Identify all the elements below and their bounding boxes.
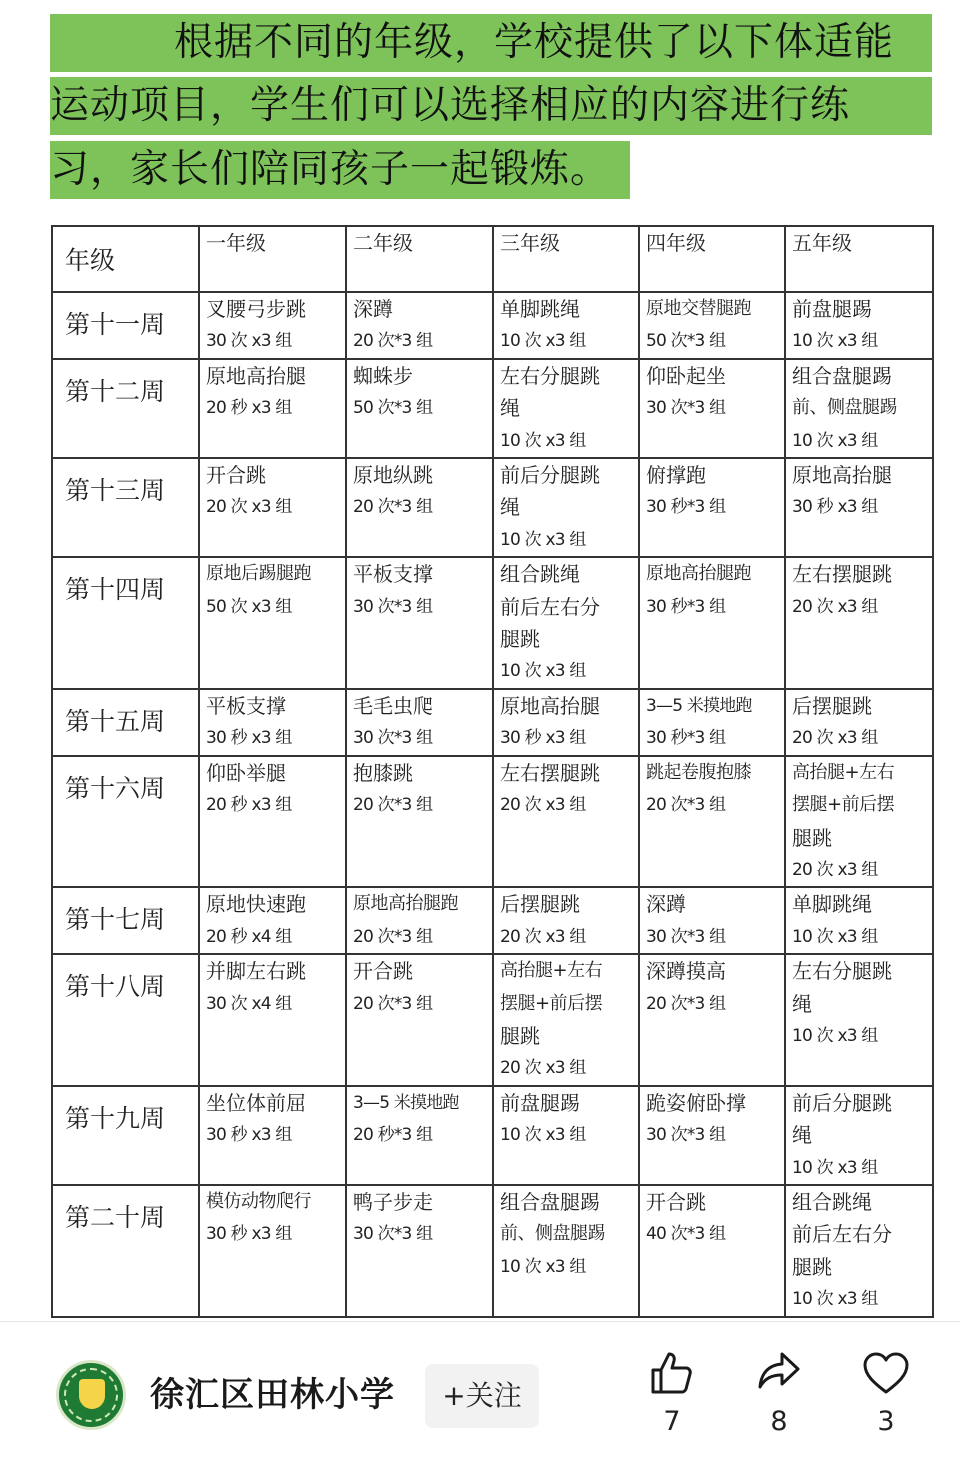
exercise-line: 并脚左右跳 bbox=[206, 959, 306, 984]
exercise-line: 30 次*3 组 bbox=[646, 398, 726, 419]
exercise-line: 前盘腿踢 bbox=[500, 1090, 580, 1115]
exercise-line: 10 次 x3 组 bbox=[500, 1256, 586, 1277]
exercise-cell bbox=[493, 756, 639, 888]
exercise-line: 30 次*3 组 bbox=[353, 1224, 433, 1245]
exercise-cell bbox=[639, 1185, 785, 1317]
table-row bbox=[52, 557, 933, 689]
exercise-cell bbox=[199, 557, 346, 689]
exercise-cell bbox=[785, 557, 933, 689]
exercise-cell bbox=[346, 1185, 493, 1317]
exercise-line: 深蹲 bbox=[353, 297, 393, 321]
exercise-line: 30 秒*3 组 bbox=[646, 728, 726, 749]
heart-icon bbox=[861, 1348, 911, 1398]
exercise-line: 左右分腿跳 bbox=[500, 363, 600, 388]
exercise-line: 30 次*3 组 bbox=[646, 1125, 726, 1146]
exercise-line: 高抬腿+左右 bbox=[500, 960, 603, 982]
exercise-cell bbox=[493, 359, 639, 458]
exercise-line: 20 秒*3 组 bbox=[353, 1125, 433, 1146]
intro-line-2: 运动项目，学生们可以选择相应的内容进行练 bbox=[50, 77, 932, 135]
exercise-line: 3—5 米摸地跑 bbox=[353, 1092, 459, 1113]
exercise-cell bbox=[199, 887, 346, 954]
exercise-cell bbox=[639, 359, 785, 458]
exercise-line: 坐位体前屈 bbox=[206, 1090, 306, 1115]
exercise-line: 20 次*3 组 bbox=[353, 993, 433, 1014]
exercise-cell bbox=[785, 458, 933, 557]
table-row bbox=[52, 359, 933, 458]
exercise-line: 原地高抬腿 bbox=[206, 363, 306, 388]
exercise-line: 单脚跳绳 bbox=[500, 297, 580, 321]
exercise-cell bbox=[639, 292, 785, 359]
exercise-line: 50 次*3 组 bbox=[353, 398, 433, 419]
exercise-line: 绳 bbox=[500, 495, 520, 520]
exercise-line: 30 次 x3 组 bbox=[206, 331, 292, 352]
follow-button[interactable]: +关注 bbox=[425, 1364, 539, 1428]
table-row bbox=[52, 689, 933, 756]
exercise-cell bbox=[493, 887, 639, 954]
exercise-line: 左右摆腿跳 bbox=[500, 760, 600, 785]
exercise-line: 蜘蛛步 bbox=[353, 363, 413, 388]
exercise-line: 30 秒 x3 组 bbox=[500, 728, 586, 749]
exercise-line: 组合跳绳 bbox=[792, 1189, 872, 1214]
exercise-line: 原地后踢腿跑 bbox=[206, 563, 311, 585]
table-row bbox=[52, 887, 933, 954]
exercise-line: 30 次 x4 组 bbox=[206, 993, 292, 1014]
exercise-line: 摆腿+前后摆 bbox=[792, 794, 895, 816]
exercise-line: 后摆腿跳 bbox=[792, 693, 872, 718]
exercise-cell bbox=[493, 458, 639, 557]
exercise-cell bbox=[199, 1185, 346, 1317]
exercise-cell bbox=[639, 689, 785, 756]
exercise-line: 10 次 x3 组 bbox=[792, 331, 878, 352]
exercise-line: 20 秒 x3 组 bbox=[206, 398, 292, 419]
exercise-cell bbox=[493, 689, 639, 756]
grade-header: 五年级 bbox=[785, 226, 933, 292]
exercise-line: 组合跳绳 bbox=[500, 562, 580, 587]
exercise-cell bbox=[346, 954, 493, 1086]
exercise-line: 原地交替腿跑 bbox=[646, 298, 751, 319]
exercise-line: 前后分腿跳 bbox=[792, 1090, 892, 1115]
table-row bbox=[52, 954, 933, 1086]
exercise-line: 50 次 x3 组 bbox=[206, 596, 292, 617]
corner-cell: 年级 bbox=[52, 226, 199, 292]
exercise-line: 20 次*3 组 bbox=[353, 497, 433, 518]
exercise-line: 原地纵跳 bbox=[353, 463, 433, 488]
school-emblem-icon bbox=[79, 1379, 105, 1409]
grade-header: 三年级 bbox=[493, 226, 639, 292]
exercise-line: 前、侧盘腿踢 bbox=[792, 397, 897, 419]
exercise-cell bbox=[493, 557, 639, 689]
exercise-line: 20 次 x3 组 bbox=[792, 596, 878, 617]
exercise-line: 腿跳 bbox=[792, 825, 832, 850]
exercise-line: 开合跳 bbox=[206, 463, 266, 488]
exercise-line: 20 次 x3 组 bbox=[206, 497, 292, 518]
exercise-line: 30 秒 x3 组 bbox=[206, 728, 292, 749]
exercise-cell bbox=[346, 359, 493, 458]
exercise-line: 30 次*3 组 bbox=[353, 596, 433, 617]
account-name[interactable]: 徐汇区田林小学 bbox=[150, 1375, 395, 1415]
exercise-cell bbox=[785, 756, 933, 888]
exercise-line: 10 次 x3 组 bbox=[500, 331, 586, 352]
exercise-line: 20 次 x3 组 bbox=[792, 859, 878, 880]
exercise-cell bbox=[199, 292, 346, 359]
exercise-line: 20 次*3 组 bbox=[646, 795, 726, 816]
exercise-line: 20 秒 x3 组 bbox=[206, 795, 292, 816]
exercise-line: 平板支撑 bbox=[206, 693, 286, 718]
exercise-line: 组合盘腿踢 bbox=[500, 1189, 600, 1214]
week-label: 第十三周 bbox=[52, 458, 199, 557]
exercise-line: 10 次 x3 组 bbox=[792, 926, 878, 947]
exercise-cell bbox=[493, 954, 639, 1086]
like-button[interactable] bbox=[642, 1348, 702, 1440]
week-label: 第十二周 bbox=[52, 359, 199, 458]
exercise-line: 10 次 x3 组 bbox=[792, 1289, 878, 1310]
exercise-line: 腿跳 bbox=[792, 1254, 832, 1279]
exercise-line: 前盘腿踢 bbox=[792, 297, 872, 321]
exercise-line: 左右摆腿跳 bbox=[792, 562, 892, 587]
exercise-line: 20 次*3 组 bbox=[353, 331, 433, 352]
exercise-line: 10 次 x3 组 bbox=[500, 661, 586, 682]
week-label: 第十四周 bbox=[52, 557, 199, 689]
favorite-count: 3 bbox=[877, 1406, 895, 1437]
exercise-cell bbox=[639, 756, 785, 888]
exercise-line: 高抬腿+左右 bbox=[792, 761, 895, 783]
exercise-line: 20 次 x3 组 bbox=[500, 1058, 586, 1079]
exercise-line: 俯撑跑 bbox=[646, 463, 706, 488]
grade-header: 二年级 bbox=[346, 226, 493, 292]
table-row bbox=[52, 1185, 933, 1317]
week-label: 第十九周 bbox=[52, 1086, 199, 1185]
exercise-cell bbox=[346, 689, 493, 756]
exercise-cell bbox=[199, 458, 346, 557]
table-row bbox=[52, 756, 933, 888]
table-header-row bbox=[52, 226, 933, 292]
exercise-line: 深蹲 bbox=[646, 892, 686, 917]
exercise-line: 原地高抬腿 bbox=[500, 693, 600, 718]
share-count: 8 bbox=[770, 1406, 788, 1437]
exercise-line: 前后左右分 bbox=[500, 594, 600, 619]
table-row bbox=[52, 458, 933, 557]
exercise-line: 绳 bbox=[792, 1123, 812, 1148]
exercise-line: 20 次 x3 组 bbox=[792, 728, 878, 749]
footer-bar bbox=[0, 1322, 960, 1460]
exercise-cell bbox=[199, 1086, 346, 1185]
exercise-line: 左右分腿跳 bbox=[792, 959, 892, 984]
exercise-cell bbox=[346, 458, 493, 557]
exercise-line: 10 次 x3 组 bbox=[500, 1125, 586, 1146]
exercise-line: 30 秒*3 组 bbox=[646, 596, 726, 617]
exercise-line: 毛毛虫爬 bbox=[353, 693, 433, 718]
week-label: 第十八周 bbox=[52, 954, 199, 1086]
week-label: 第十七周 bbox=[52, 887, 199, 954]
exercise-line: 抱膝跳 bbox=[353, 760, 413, 785]
exercise-line: 30 秒 x3 组 bbox=[206, 1125, 292, 1146]
exercise-line: 跪姿俯卧撑 bbox=[646, 1090, 746, 1115]
share-button[interactable] bbox=[749, 1348, 809, 1440]
exercise-cell bbox=[346, 1086, 493, 1185]
exercise-line: 30 次*3 组 bbox=[646, 926, 726, 947]
exercise-line: 单脚跳绳 bbox=[792, 892, 872, 917]
exercise-line: 10 次 x3 组 bbox=[792, 1025, 878, 1046]
exercise-cell bbox=[346, 292, 493, 359]
grade-header: 四年级 bbox=[639, 226, 785, 292]
exercise-line: 深蹲摸高 bbox=[646, 959, 726, 984]
exercise-cell bbox=[785, 359, 933, 458]
exercise-line: 仰卧举腿 bbox=[206, 760, 286, 785]
exercise-line: 10 次 x3 组 bbox=[500, 430, 586, 451]
intro-line-1: 根据不同的年级，学校提供了以下体适能 bbox=[50, 14, 932, 72]
exercise-line: 仰卧起坐 bbox=[646, 363, 726, 388]
exercise-cell bbox=[639, 954, 785, 1086]
exercise-line: 绳 bbox=[792, 991, 812, 1016]
table-row bbox=[52, 1086, 933, 1185]
exercise-line: 30 次*3 组 bbox=[353, 728, 433, 749]
exercise-cell bbox=[639, 1086, 785, 1185]
exercise-plan-table bbox=[51, 225, 934, 1318]
exercise-line: 模仿动物爬行 bbox=[206, 1190, 311, 1212]
favorite-button[interactable] bbox=[856, 1348, 916, 1440]
exercise-cell bbox=[785, 887, 933, 954]
exercise-cell bbox=[493, 1185, 639, 1317]
intro-line-3: 习，家长们陪同孩子一起锻炼。 bbox=[50, 141, 630, 199]
exercise-line: 20 次 x3 组 bbox=[500, 795, 586, 816]
exercise-cell bbox=[785, 292, 933, 359]
week-label: 第二十周 bbox=[52, 1185, 199, 1317]
exercise-cell bbox=[785, 689, 933, 756]
exercise-line: 腿跳 bbox=[500, 1023, 540, 1048]
exercise-line: 20 秒 x4 组 bbox=[206, 926, 292, 947]
exercise-line: 40 次*3 组 bbox=[646, 1224, 726, 1245]
exercise-cell bbox=[785, 954, 933, 1086]
exercise-line: 后摆腿跳 bbox=[500, 892, 580, 917]
week-label: 第十六周 bbox=[52, 756, 199, 888]
exercise-cell bbox=[639, 887, 785, 954]
exercise-line: 10 次 x3 组 bbox=[500, 529, 586, 550]
table-row bbox=[52, 292, 933, 359]
exercise-line: 鸭子步走 bbox=[353, 1189, 433, 1214]
exercise-line: 开合跳 bbox=[646, 1189, 706, 1214]
exercise-line: 20 次*3 组 bbox=[353, 926, 433, 947]
exercise-line: 30 秒*3 组 bbox=[646, 497, 726, 518]
grade-header: 一年级 bbox=[199, 226, 346, 292]
exercise-cell bbox=[785, 1086, 933, 1185]
exercise-line: 叉腰弓步跳 bbox=[206, 297, 306, 321]
exercise-line: 30 秒 x3 组 bbox=[206, 1224, 292, 1245]
exercise-line: 开合跳 bbox=[353, 959, 413, 984]
share-arrow-icon bbox=[754, 1348, 804, 1398]
exercise-cell bbox=[199, 756, 346, 888]
exercise-line: 原地高抬腿跑 bbox=[353, 893, 458, 915]
exercise-cell bbox=[199, 954, 346, 1086]
exercise-line: 原地快速跑 bbox=[206, 892, 306, 917]
exercise-line: 50 次*3 组 bbox=[646, 331, 726, 352]
exercise-line: 前、侧盘腿踢 bbox=[500, 1223, 605, 1245]
exercise-line: 原地高抬腿跑 bbox=[646, 563, 751, 585]
exercise-line: 前后左右分 bbox=[792, 1222, 892, 1247]
exercise-cell bbox=[493, 292, 639, 359]
exercise-line: 腿跳 bbox=[500, 627, 540, 652]
exercise-cell bbox=[199, 359, 346, 458]
week-label: 第十一周 bbox=[52, 292, 199, 359]
exercise-line: 前后分腿跳 bbox=[500, 463, 600, 488]
exercise-cell bbox=[346, 557, 493, 689]
exercise-cell bbox=[493, 1086, 639, 1185]
exercise-cell bbox=[346, 887, 493, 954]
exercise-line: 20 次*3 组 bbox=[646, 993, 726, 1014]
exercise-cell bbox=[199, 689, 346, 756]
exercise-line: 原地高抬腿 bbox=[792, 463, 892, 488]
week-label: 第十五周 bbox=[52, 689, 199, 756]
exercise-line: 10 次 x3 组 bbox=[792, 1157, 878, 1178]
exercise-line: 平板支撑 bbox=[353, 562, 433, 587]
exercise-line: 30 秒 x3 组 bbox=[792, 497, 878, 518]
exercise-cell bbox=[639, 458, 785, 557]
exercise-line: 20 次 x3 组 bbox=[500, 926, 586, 947]
exercise-line: 跳起卷腹抱膝 bbox=[646, 761, 751, 783]
exercise-line: 摆腿+前后摆 bbox=[500, 992, 603, 1014]
exercise-line: 10 次 x3 组 bbox=[792, 430, 878, 451]
exercise-line: 3—5 米摸地跑 bbox=[646, 695, 752, 716]
like-count: 7 bbox=[663, 1406, 681, 1437]
school-avatar[interactable] bbox=[56, 1360, 126, 1430]
thumbs-up-icon bbox=[647, 1348, 697, 1398]
exercise-line: 组合盘腿踢 bbox=[792, 363, 892, 388]
exercise-cell bbox=[639, 557, 785, 689]
exercise-cell bbox=[346, 756, 493, 888]
exercise-cell bbox=[785, 1185, 933, 1317]
exercise-line: 20 次*3 组 bbox=[353, 795, 433, 816]
exercise-line: 绳 bbox=[500, 396, 520, 421]
